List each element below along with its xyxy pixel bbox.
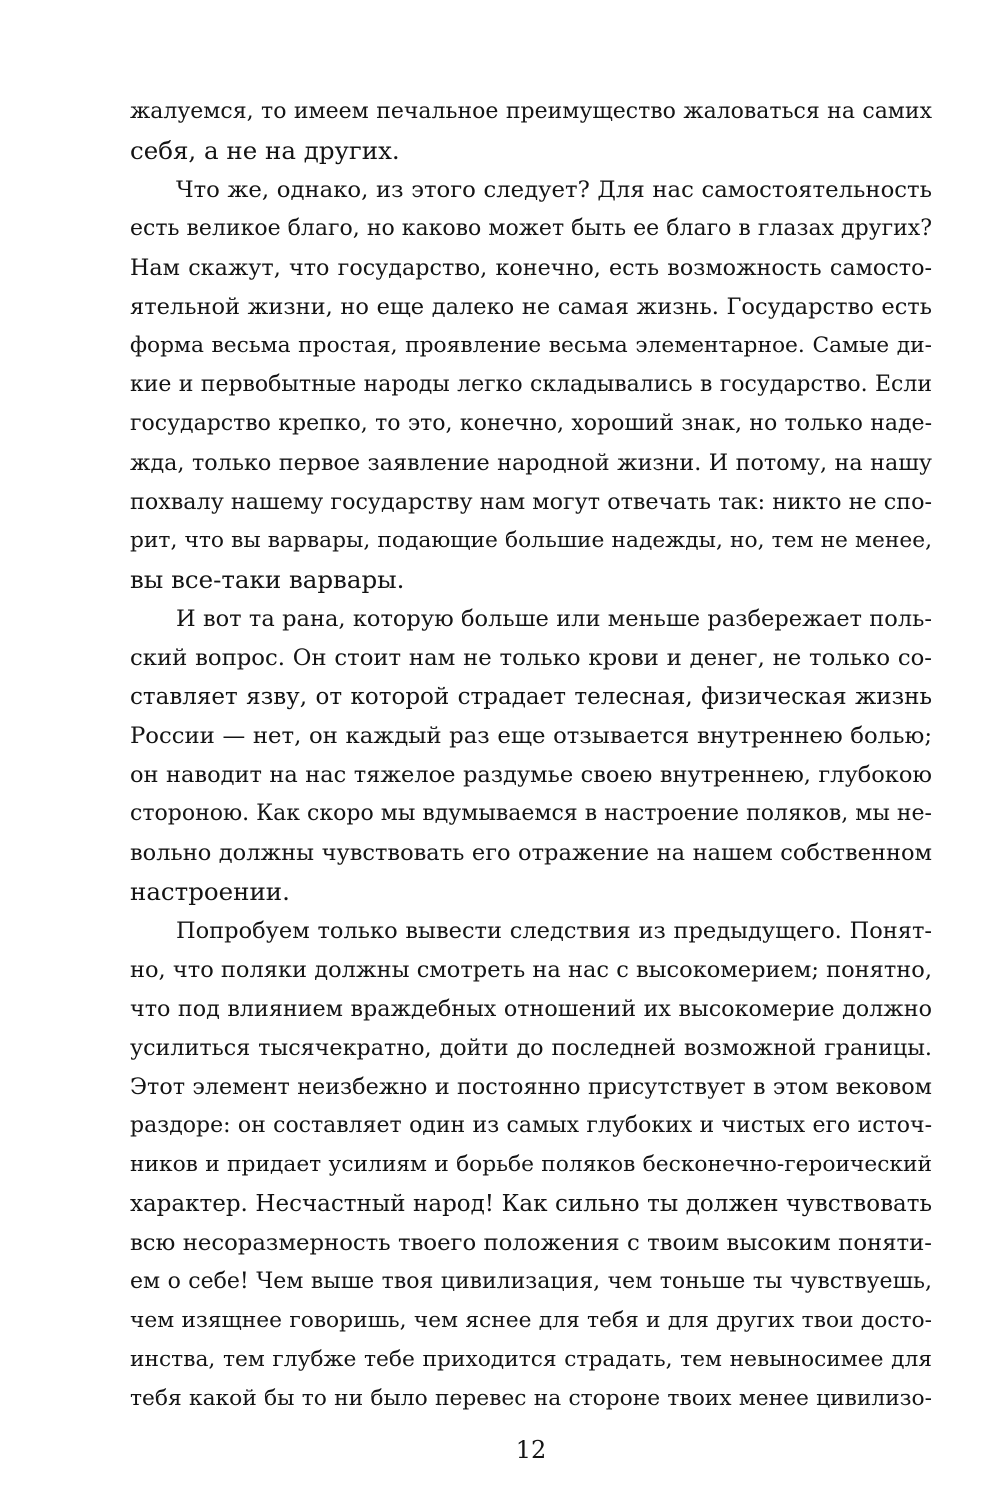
text-line: вы все-таки варвары.: [130, 565, 405, 594]
text-line: ятельной жизни, но еще далеко не самая жизнь. Государство есть: [130, 294, 932, 320]
text-line: что под влиянием враждебных отношений их высокомерие должно: [130, 996, 932, 1022]
text-line: похвалу нашему государству нам могут отвечать так: никто не спо-: [130, 489, 932, 515]
text-line: Этот элемент неизбежно и постоянно присутствует в этом вековом: [130, 1074, 932, 1100]
text-line: характер. Несчастный народ! Как сильно ты должен чувствовать: [130, 1191, 932, 1217]
text-line: кие и первобытные народы легко складывались в государство. Если: [130, 372, 932, 397]
text-line: раздоре: он составляет один из самых глубоких и чистых его источ-: [130, 1113, 932, 1138]
text-line: чем изящнее говоришь, чем яснее для тебя и для других твои досто-: [130, 1308, 932, 1333]
text-line: стороною. Как скоро мы вдумываемся в настроение поляков, мы не-: [130, 801, 932, 826]
paragraph-first-line: Попробуем только вывести следствия из предыдущего. Понят-: [176, 918, 932, 944]
text-line: ский вопрос. Он стоит нам не только крови и денег, не только со-: [130, 645, 932, 671]
text-line: есть великое благо, но каково может быть ее благо в глазах других?: [130, 216, 932, 241]
text-line: себя, а не на других.: [130, 136, 400, 165]
text-line: форма весьма простая, проявление весьма элементарное. Самые ди-: [130, 333, 932, 358]
text-line: он наводит на нас тяжелое раздумье своею внутреннею, глубокою: [130, 762, 932, 788]
text-line: жда, только первое заявление народной жизни. И потому, на нашу: [130, 450, 932, 476]
text-line: ем о себе! Чем выше твоя цивилизация, чем тоньше ты чувствуешь,: [130, 1269, 932, 1294]
text-line: инства, тем глубже тебе приходится страдать, тем невыносимее для: [130, 1347, 932, 1372]
book-page: [130, 0, 932, 1509]
paragraph-first-line: И вот та рана, которую больше или меньше разбережает поль-: [176, 606, 932, 632]
text-line: России — нет, он каждый раз еще отзывается внутреннею болью;: [130, 723, 932, 749]
text-line: всю несоразмерность твоего положения с твоим высоким поняти-: [130, 1230, 932, 1256]
text-line: рит, что вы варвары, подающие большие надежды, но, тем не менее,: [130, 528, 932, 553]
paragraph-first-line: Что же, однако, из этого следует? Для нас самостоятельность: [176, 177, 932, 203]
text-line: государство крепко, то это, конечно, хороший знак, но только наде-: [130, 411, 932, 436]
text-line: вольно должны чувствовать его отражение на нашем собственном: [130, 840, 932, 866]
text-line: ников и придает усилиям и борьбе поляков бесконечно-героический: [130, 1152, 932, 1177]
text-line: но, что поляки должны смотреть на нас с высокомерием; понятно,: [130, 957, 932, 983]
text-line: ставляет язву, от которой страдает телесная, физическая жизнь: [130, 684, 932, 710]
text-line: тебя какой бы то ни было перевес на стороне твоих менее цивилизо-: [130, 1386, 932, 1411]
text-line: усилиться тысячекратно, дойти до последней возможной границы.: [130, 1035, 932, 1061]
text-line: настроении.: [130, 877, 290, 906]
page-number: 12: [515, 1436, 547, 1464]
text-line: жалуемся, то имеем печальное преимущество жаловаться на самих: [130, 99, 932, 124]
text-line: Нам скажут, что государство, конечно, есть возможность самосто-: [130, 255, 932, 281]
